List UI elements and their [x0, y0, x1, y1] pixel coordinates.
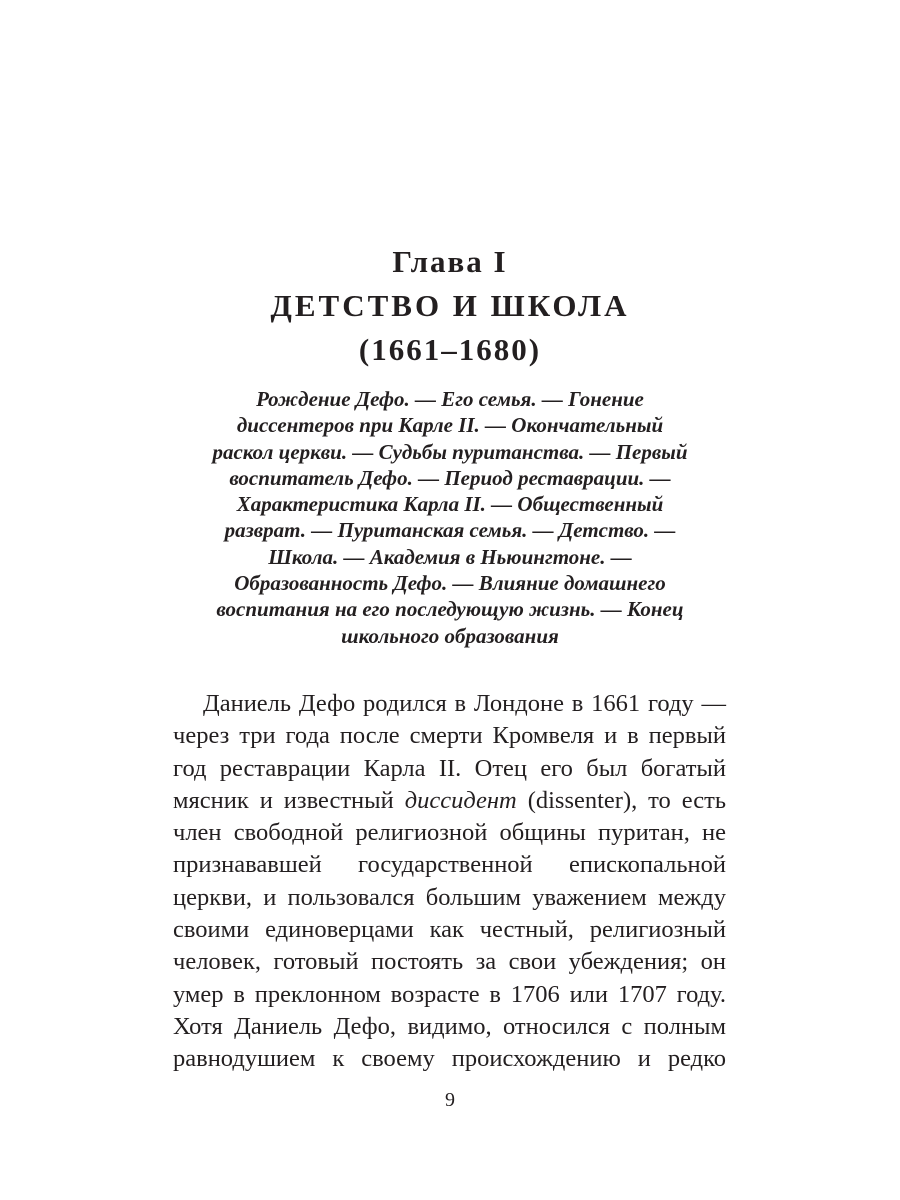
- body-paragraph: [173, 688, 726, 1076]
- synopsis-line: школьного образования: [341, 623, 559, 648]
- synopsis-line: воспитатель Дефо. — Период реставрации. —: [229, 465, 671, 490]
- chapter-synopsis: [150, 386, 750, 649]
- page-number: 9: [445, 1089, 455, 1111]
- synopsis-line: Образованность Дефо. — Влияние домашнего: [234, 571, 666, 596]
- body-line: через три года после смерти Кромвеля и в первый: [173, 722, 726, 750]
- body-line: церкви, и пользовался большим уважением между: [173, 883, 726, 911]
- synopsis-line: раскол церкви. — Судьбы пуританства. — Первый: [212, 439, 688, 464]
- body-line: умер в преклонном возрасте в 1706 или 1707 году.: [173, 980, 726, 1008]
- synopsis-line: диссентеров при Карле II. — Окончательный: [236, 413, 664, 438]
- body-line: признававшей государственной епископальной: [173, 851, 726, 879]
- chapter-years: (1661–1680): [358, 332, 542, 367]
- body-line: человек, готовый постоять за свои убеждения; он: [173, 948, 726, 976]
- synopsis-line: воспитания на его последующую жизнь. — Конец: [216, 597, 684, 622]
- body-line: своими единоверцами как честный, религиозный: [173, 916, 726, 944]
- italic-term: диссидент: [404, 786, 517, 814]
- body-line: Даниель Дефо родился в Лондоне в 1661 году —: [203, 690, 726, 717]
- synopsis-line: Рождение Дефо. — Его семья. — Гонение: [256, 387, 644, 411]
- synopsis-line: разврат. — Пуританская семья. — Детство. —: [224, 518, 676, 543]
- body-line: год реставрации Карла II. Отец его был богатый: [173, 754, 726, 782]
- body-line: [173, 785, 726, 817]
- body-line: член свободной религиозной общины пуритан, не: [173, 819, 726, 847]
- chapter-title: ДЕТСТВО И ШКОЛА: [270, 288, 630, 323]
- synopsis-line: Характеристика Карла II. — Общественный: [236, 492, 664, 517]
- body-line: Хотя Даниель Дефо, видимо, относился с полным: [173, 1012, 726, 1040]
- synopsis-line: Школа. — Академия в Ньюингтоне. —: [268, 544, 632, 569]
- body-text-segment: мясник и известный: [173, 786, 405, 814]
- chapter-label: Глава I: [392, 244, 508, 279]
- body-line: равнодушием к своему происхождению и редко: [173, 1045, 726, 1073]
- body-text-segment: (dissenter), то есть: [516, 786, 726, 814]
- chapter-heading: [0, 242, 900, 370]
